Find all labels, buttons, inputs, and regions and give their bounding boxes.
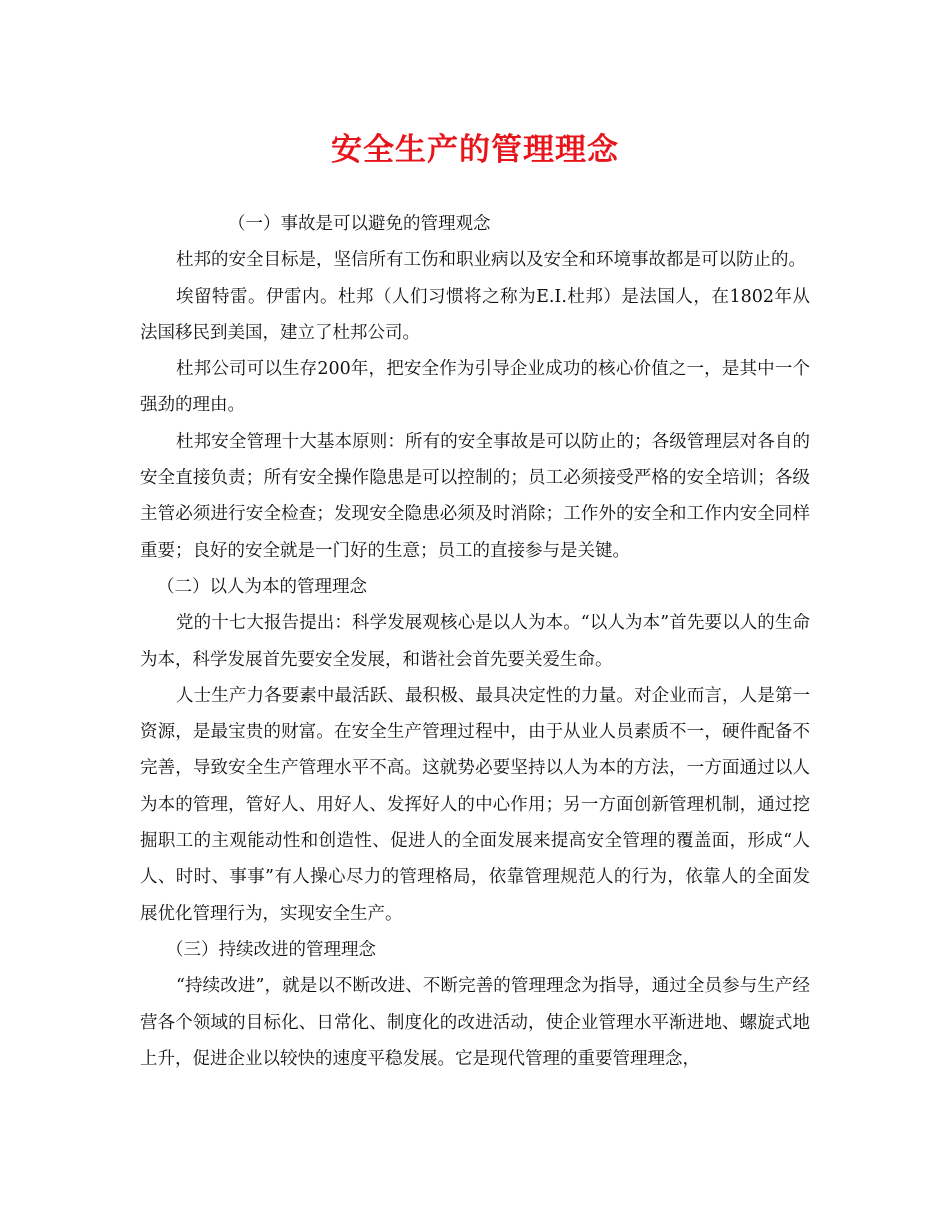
section-1 <box>140 206 810 569</box>
paragraph: 杜邦安全管理十大基本原则：所有的安全事故是可以防止的；各级管理层对各自的安全直接负责；所有安全操作隐患是可以控制的；员工必须接受严格的安全培训；各级主管必须进行安全检查；发现安全隐患必须及时消除；工作外的安全和工作内安全同样重要；良好的安全就是一门好的生意；员工的直接参与是关键。 <box>140 431 810 561</box>
document-title: 安全生产的管理理念 <box>331 132 619 168</box>
paragraph: 杜邦的安全目标是，坚信所有工伤和职业病以及安全和环境事故都是可以防止的。 <box>176 250 806 271</box>
document-body <box>140 206 810 1077</box>
paragraph: 党的十七大报告提出：科学发展观核心是以人为本。“以人为本”首先要以人的生命为本，科学发展首先要安全发展，和谐社会首先要关爱生命。 <box>140 613 810 670</box>
paragraph: 埃留特雷。伊雷内。杜邦（人们习惯将之称为E.I.杜邦）是法国人，在1802年从法国移民到美国，建立了杜邦公司。 <box>140 286 810 343</box>
section-heading: （一）事故是可以避免的管理观念 <box>228 214 491 234</box>
section-2 <box>140 569 810 932</box>
section-3 <box>140 932 810 1077</box>
paragraph: “持续改进”，就是以不断改进、不断完善的管理理念为指导，通过全员参与生产经营各个领域的目标化、日常化、制度化的改进活动，使企业管理水平渐进地、螺旋式地上升，促进企业以较快的速度平稳发展。它是现代管理的重要管理理念， <box>140 976 810 1069</box>
paragraph: 杜邦公司可以生存200年，把安全作为引导企业成功的核心价值之一，是其中一个强劲的理由。 <box>140 359 810 416</box>
paragraph: 人士生产力各要素中最活跃、最积极、最具决定性的力量。对企业而言，人是第一资源，是最宝贵的财富。在安全生产管理过程中，由于从业人员素质不一，硬件配备不完善，导致安全生产管理水平不高。这就势必要坚持以人为本的方法，一方面通过以人为本的管理，管好人、用好人、发挥好人的中心作用；另一方面创新管理机制，通过挖掘职工的主观能动性和创造性、促进人的全面发展来提高安全管理的覆盖面，形成“人人、时时、事事”有人操心尽力的管理格局，依靠管理规范人的行为，依靠人的全面发展优化管理行为，实现安全生产。 <box>140 685 810 924</box>
section-heading: （三）持续改进的管理理念 <box>166 939 376 960</box>
section-heading: （二）以人为本的管理理念 <box>157 576 367 597</box>
